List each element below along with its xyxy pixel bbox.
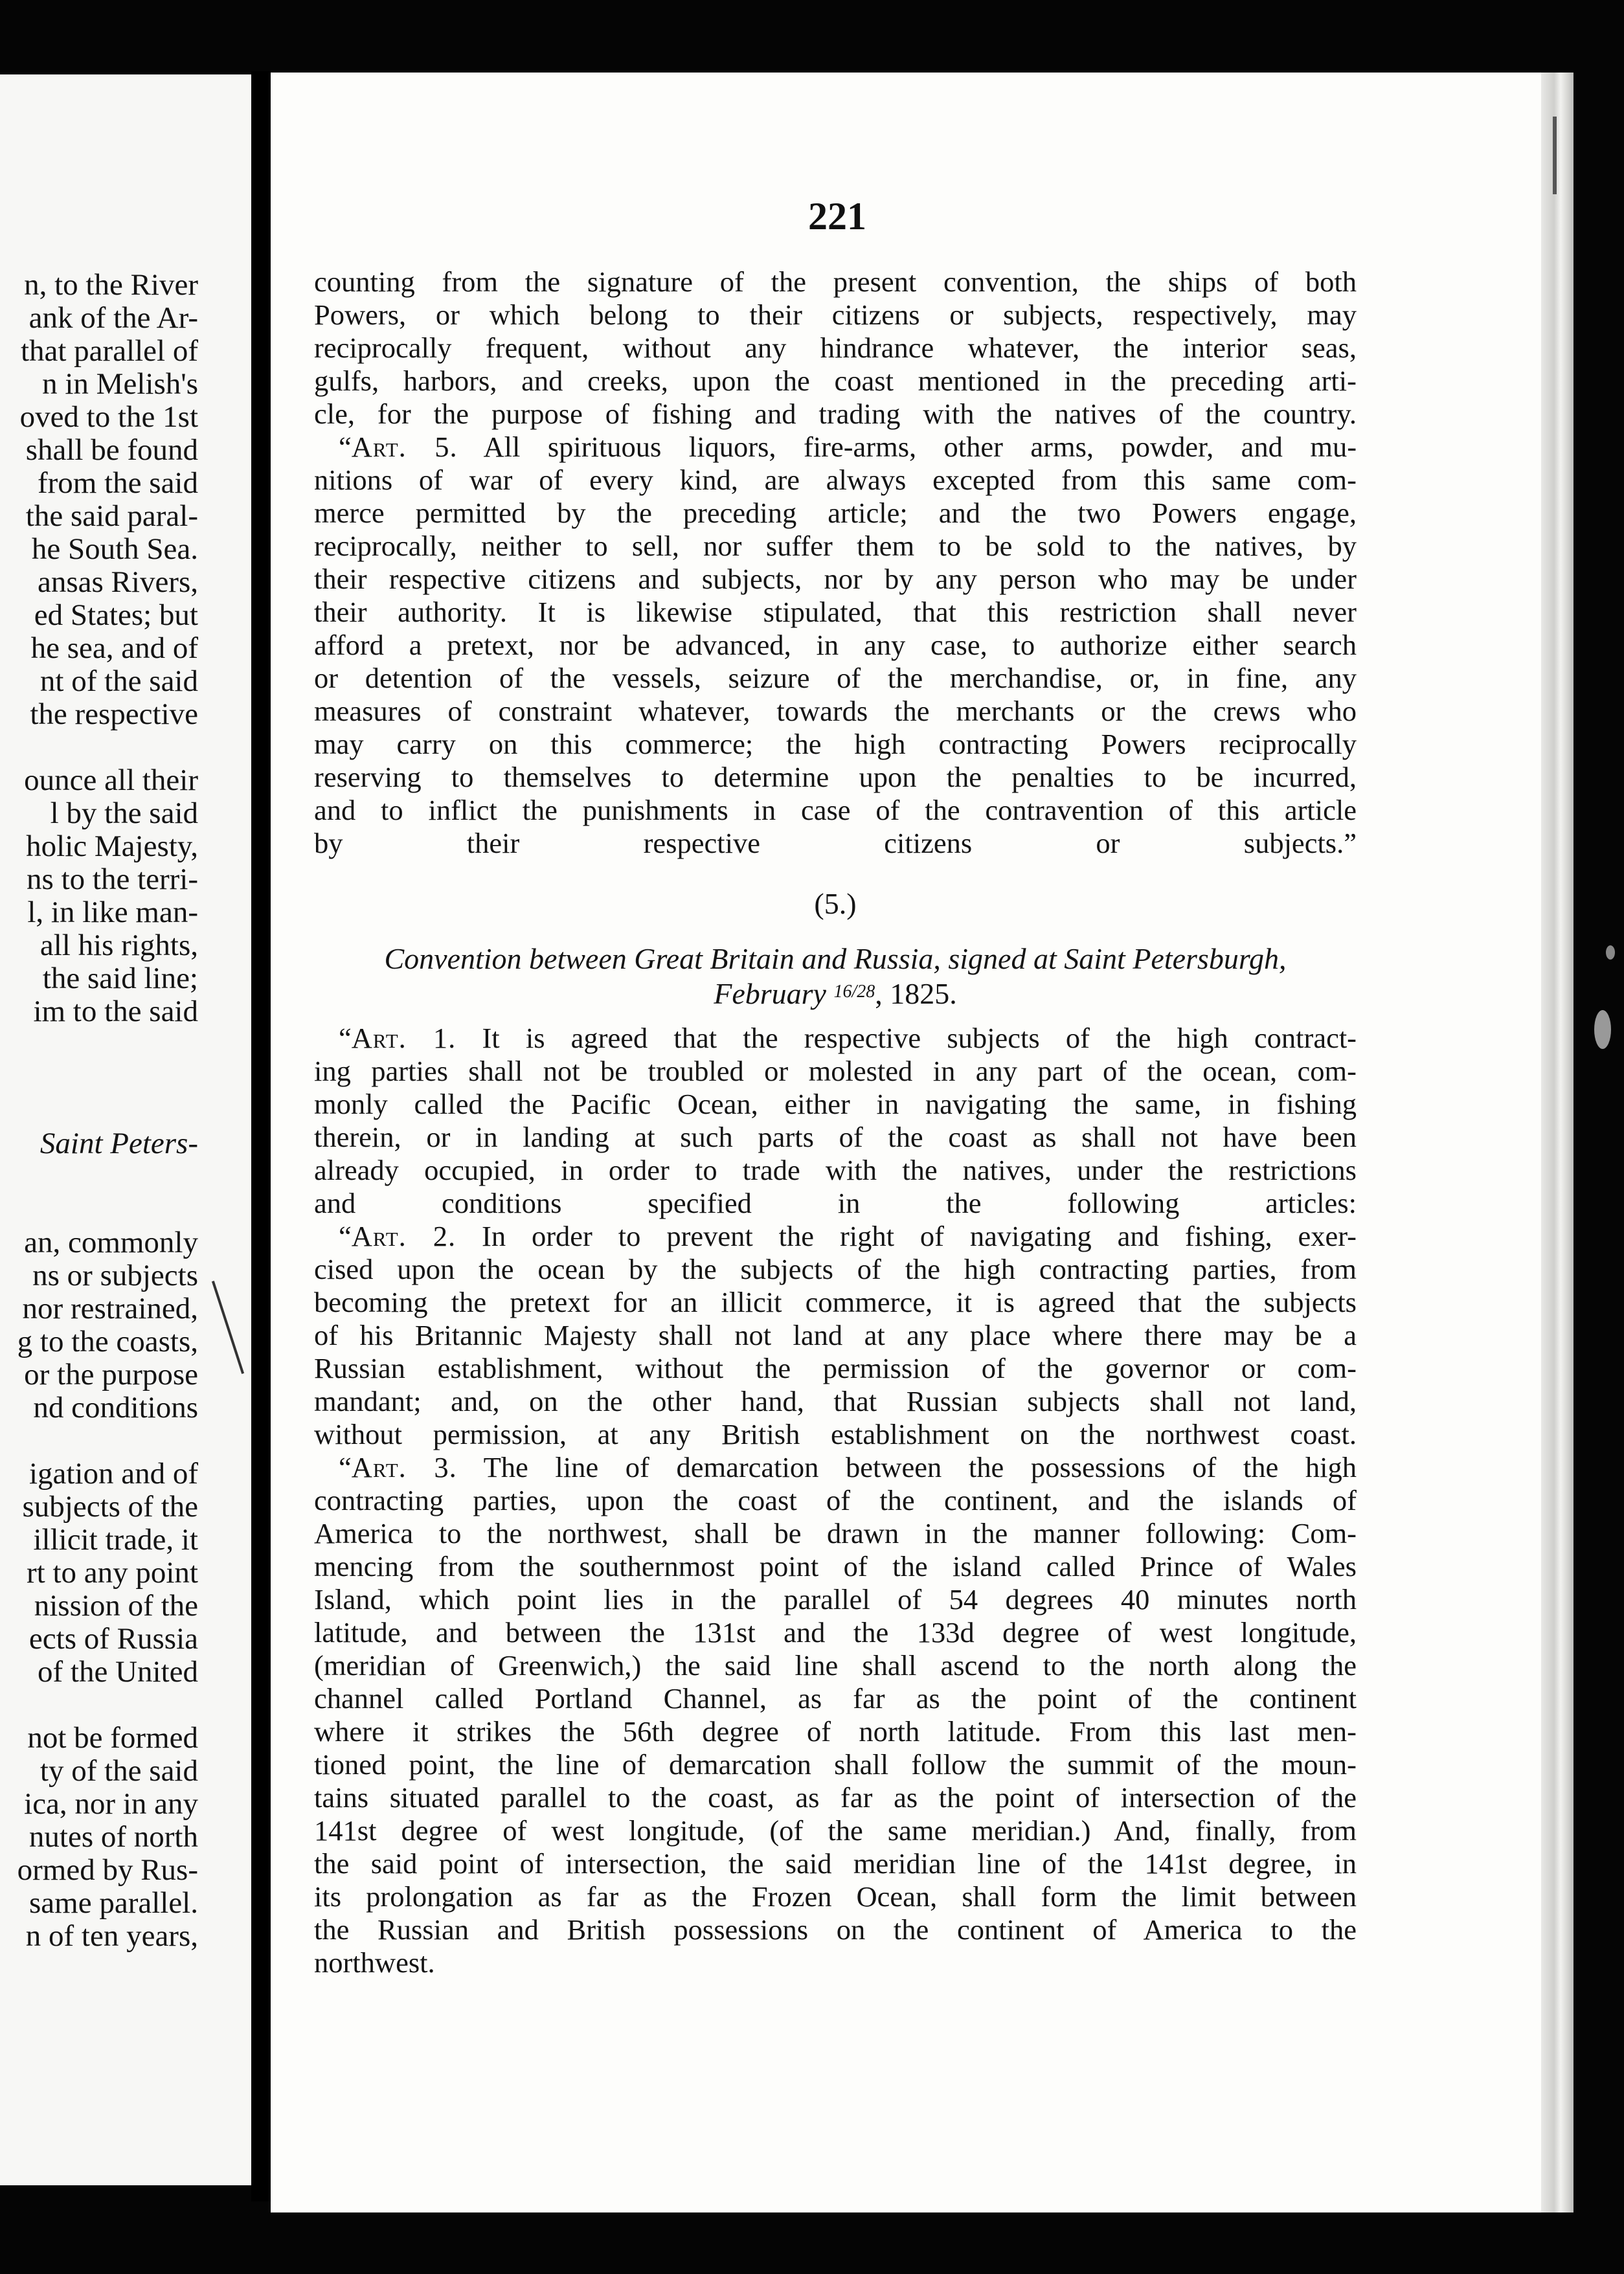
article-first-line <box>314 1220 1357 1253</box>
article-label: Art. 2. <box>351 1220 457 1252</box>
text-line: counting from the signature of the present convention, the ships of both <box>314 265 1357 298</box>
text-line: measures of constraint whatever, towards the merchants or the crews who <box>314 695 1357 727</box>
text-line: the said point of intersection, the said meridian line of the 141st degree, in <box>314 1847 1357 1880</box>
text-line: their authority. It is likewise stipulated, that this restriction shall never <box>314 596 1357 628</box>
left-page-line: l by the said <box>50 796 198 830</box>
left-page-line: ed States; but <box>34 598 198 632</box>
article-1 <box>314 1022 1357 1220</box>
left-page-line: n in Melish's <box>42 367 198 401</box>
text-line: without permission, at any British establishment on the northwest coast. <box>314 1418 1357 1450</box>
open-quote: “ <box>339 431 352 463</box>
text-line: cised upon the ocean by the subjects of the high contracting parties, from <box>314 1253 1357 1285</box>
left-page-line: ansas Rivers, <box>37 565 198 599</box>
left-page-line: all his rights, <box>39 929 198 962</box>
open-quote: “ <box>339 1022 352 1054</box>
article-first-line-text: It is agreed that the respective subjects of the high contract- <box>482 1022 1357 1054</box>
left-page-line: ormed by Rus- <box>17 1853 198 1887</box>
left-page-line: ns or subjects <box>32 1259 198 1292</box>
left-page-line: ica, nor in any <box>24 1787 198 1821</box>
convention-date-year: , 1825. <box>875 977 957 1010</box>
line-gap <box>0 1160 198 1193</box>
left-page-line: the respective <box>30 697 198 731</box>
left-page-line: illicit trade, it <box>33 1523 198 1557</box>
text-line: tioned point, the line of demarcation shall follow the summit of the moun- <box>314 1748 1357 1781</box>
left-page-line: from the said <box>38 466 198 500</box>
book-gutter <box>251 71 271 2201</box>
line-gap <box>0 1424 198 1458</box>
scan-speck <box>1594 1010 1611 1049</box>
text-line: becoming the pretext for an illicit commerce, it is agreed that the subjects <box>314 1286 1357 1318</box>
left-page-line: or the purpose <box>24 1358 198 1391</box>
text-line: northwest. <box>314 1946 435 1979</box>
article-label: Art. 1. <box>351 1022 457 1054</box>
left-page-line: of the United <box>38 1655 198 1689</box>
text-line: Island, which point lies in the parallel of 54 degrees 40 minutes north <box>314 1583 1357 1615</box>
left-page-line: n, to the River <box>24 268 198 302</box>
text-line: afford a pretext, nor be advanced, in any case, to authorize either search <box>314 629 1357 661</box>
left-page-line: ounce all their <box>24 763 198 797</box>
convention-title-line-1: Convention between Great Britain and Russia, signed at Saint Petersburgh, <box>384 942 1287 975</box>
text-line: mencing from the southernmost point of the island called Prince of Wales <box>314 1550 1357 1582</box>
article-first-line-text: The line of demarcation between the possessions of the high <box>483 1451 1357 1483</box>
text-line: contracting parties, upon the coast of the continent, and the islands of <box>314 1484 1357 1516</box>
text-line: monly called the Pacific Ocean, either in navigating the same, in fishing <box>314 1088 1357 1120</box>
text-line: merce permitted by the preceding article; and the two Powers engage, <box>314 497 1357 529</box>
left-page-line: the said paral- <box>25 499 198 533</box>
article-first-line <box>314 431 1357 464</box>
left-page-line: ects of Russia <box>28 1622 198 1656</box>
convention-date-month: February <box>714 977 826 1010</box>
scan-speck <box>1606 945 1615 960</box>
article-first-line-text: In order to prevent the right of navigating and fishing, exer- <box>482 1220 1357 1252</box>
text-line: America to the northwest, shall be drawn in the manner following: Com- <box>314 1517 1357 1549</box>
text-line: cle, for the purpose of fishing and trading with the natives of the country. <box>314 398 1357 430</box>
left-page-line: im to the said <box>33 995 198 1028</box>
page-body <box>314 265 1357 1979</box>
left-page-line: nor restrained, <box>22 1292 198 1325</box>
article-3 <box>314 1451 1357 1979</box>
page-fold-mark <box>212 1281 244 1374</box>
text-line: Powers, or which belong to their citizens or subjects, respectively, may <box>314 298 1357 331</box>
line-gap <box>0 731 198 764</box>
line-gap <box>0 1689 198 1722</box>
edge-mark <box>1553 117 1557 194</box>
left-page-line: n of ten years, <box>25 1919 198 1953</box>
left-facing-page <box>0 74 251 2185</box>
left-page-line: holic Majesty, <box>26 829 198 863</box>
text-line: reciprocally frequent, without any hindrance whatever, the interior seas, <box>314 332 1357 364</box>
left-page-line: l, in like man- <box>27 895 198 929</box>
left-page-line: same parallel. <box>29 1886 198 1920</box>
left-page-line: igation and of <box>28 1457 198 1491</box>
open-quote: “ <box>339 1220 352 1252</box>
text-line: 141st degree of west longitude, (of the same meridian.) And, finally, from <box>314 1814 1357 1847</box>
text-line: where it strikes the 56th degree of north latitude. From this last men- <box>314 1715 1357 1748</box>
text-line: channel called Portland Channel, as far as the point of the continent <box>314 1682 1357 1715</box>
line-gap <box>0 1028 198 1061</box>
fraction-denominator: 28 <box>857 982 875 1002</box>
text-line: or detention of the vessels, seizure of the merchandise, or, in fine, any <box>314 662 1357 694</box>
text-line: reserving to themselves to determine upon the penalties to be incurred, <box>314 761 1357 793</box>
article-first-line-text: All spirituous liquors, fire-arms, other arms, powder, and mu- <box>483 431 1357 463</box>
left-page-text <box>0 269 198 1953</box>
text-line: by their respective citizens or subjects.” <box>314 827 1357 859</box>
convention-title-line-2 <box>314 975 1357 1010</box>
left-page-line: the said line; <box>42 962 198 995</box>
article-first-line <box>314 1022 1357 1055</box>
convention-title <box>314 942 1357 1010</box>
left-page-line: ns to the terri- <box>27 862 198 896</box>
left-page-line: rt to any point <box>27 1556 198 1590</box>
text-line: of his Britannic Majesty shall not land at any place where there may be a <box>314 1319 1357 1351</box>
article-2 <box>314 1220 1357 1451</box>
fraction-numerator: 16 <box>833 982 852 1002</box>
open-quote: “ <box>339 1451 352 1483</box>
text-line: and conditions specified in the following articles: <box>314 1187 1357 1219</box>
left-page-line: that parallel of <box>20 334 198 368</box>
left-page-line: ank of the Ar- <box>28 301 198 335</box>
text-line: gulfs, harbors, and creeks, upon the coast mentioned in the preceding arti- <box>314 365 1357 397</box>
text-line: latitude, and between the 131st and the 133d degree of west longitude, <box>314 1616 1357 1649</box>
text-line: the Russian and British possessions on the continent of America to the <box>314 1913 1357 1946</box>
page-number: 221 <box>808 195 866 238</box>
section-number: (5.) <box>814 887 857 920</box>
text-line: mandant; and, on the other hand, that Russian subjects shall not land, <box>314 1385 1357 1417</box>
text-line: reciprocally, neither to sell, nor suffer them to be sold to the natives, by <box>314 530 1357 562</box>
text-line: therein, or in landing at such parts of the coast as shall not have been <box>314 1121 1357 1153</box>
page-edge <box>1541 73 1573 2212</box>
text-line: (meridian of Greenwich,) the said line shall ascend to the north along the <box>314 1649 1357 1682</box>
line-gap <box>0 1094 198 1127</box>
text-line: and to inflict the punishments in case of the contravention of this article <box>314 794 1357 826</box>
left-page-line: an, commonly <box>24 1226 198 1259</box>
text-line: Russian establishment, without the permission of the governor or com- <box>314 1352 1357 1384</box>
article-first-line <box>314 1451 1357 1484</box>
left-page-line: nutes of north <box>28 1820 198 1854</box>
article-5 <box>314 431 1357 860</box>
left-page-line: g to the coasts, <box>17 1325 198 1358</box>
text-line: may carry on this commerce; the high contracting Powers reciprocally <box>314 728 1357 760</box>
date-fraction: 16/28 <box>833 982 875 1002</box>
text-line: ing parties shall not be troubled or molested in any part of the ocean, com- <box>314 1055 1357 1087</box>
text-line: tains situated parallel to the coast, as far as the point of intersection of the <box>314 1781 1357 1814</box>
article-label: Art. 3. <box>351 1451 457 1483</box>
line-gap <box>0 1193 198 1226</box>
left-page-line: nt of the said <box>39 664 198 698</box>
left-page-line: subjects of the <box>22 1490 198 1524</box>
left-page-line: ty of the said <box>39 1754 198 1788</box>
left-page-line: nd conditions <box>33 1391 198 1424</box>
left-page-line: nission of the <box>34 1589 198 1623</box>
article-label: Art. 5. <box>351 431 458 463</box>
left-page-line: shall be found <box>25 433 198 467</box>
text-line: already occupied, in order to trade with the natives, under the restrictions <box>314 1154 1357 1186</box>
text-line: their respective citizens and subjects, nor by any person who may be under <box>314 563 1357 595</box>
left-page-line: oved to the 1st <box>19 400 198 434</box>
text-line: nitions of war of every kind, are always excepted from this same com- <box>314 464 1357 496</box>
line-gap <box>0 1061 198 1094</box>
left-page-line: not be formed <box>27 1721 198 1755</box>
left-page-line: he South Sea. <box>31 532 198 566</box>
left-page-line: he sea, and of <box>30 631 198 665</box>
continued-paragraph <box>314 265 1357 431</box>
text-line: its prolongation as far as the Frozen Ocean, shall form the limit between <box>314 1880 1357 1913</box>
left-page-line: Saint Peters- <box>39 1127 198 1160</box>
